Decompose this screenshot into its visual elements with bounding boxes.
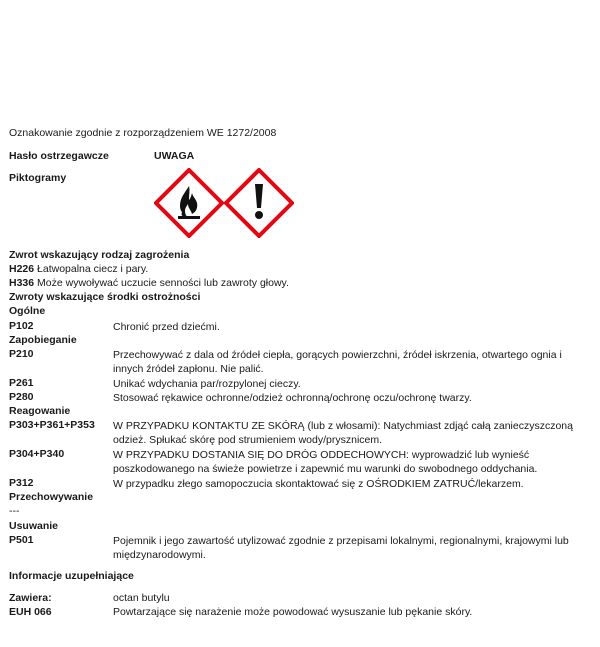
regulation-intro: Oznakowanie zgodnie z rozporządzeniem WE 1272/2008 [9,127,277,139]
exclamation-icon [224,168,294,238]
precaution-title: Zwroty wskazujące środki ostrożności [9,291,201,303]
contains-label: Zawiera: [9,592,52,604]
precaution-code: P280 [9,391,34,403]
storage-value: --- [9,505,20,517]
precaution-text: W PRZYPADKU KONTAKTU ZE SKÓRĄ (lub z włosami): Natychmiast zdjąć całą zanieczyszczoną odzież. Spłukać skórę pod strumieniem wody/prysznicem. [113,420,573,446]
euh-text: Powtarzające się narażenie może powodować wysuszanie lub pękanie skóry. [113,606,473,618]
hazard-title: Zwrot wskazujący rodzaj zagrożenia [9,249,190,261]
precaution-code: P303+P361+P353 [9,419,95,431]
precaution-code: P501 [9,534,34,546]
precaution-code: P304+P340 [9,448,65,460]
hazard-statement [9,263,148,275]
precaution-text: W PRZYPADKU DOSTANIA SIĘ DO DRÓG ODDECHOWYCH: wyprowadzić lub wynieść poszkodowanego na świeże powietrze i zapewnić mu warunki do swobodnego oddychania. [113,449,538,475]
storage-heading: Przechowywanie [9,491,94,503]
euh-code: EUH 066 [9,606,52,618]
precaution-text: Stosować rękawice ochronne/odzież ochronną/ochronę oczu/ochronę twarzy. [113,392,472,404]
precaution-text: Przechowywać z dala od źródeł ciepła, gorących powierzchni, źródeł iskrzenia, otwartego ognia i innych źródeł zapłonu. Nie palić. [113,349,562,375]
signal-word-label: Hasło ostrzegawcze [9,150,109,162]
contains-value: octan butylu [113,592,170,604]
precaution-text: Chronić przed dziećmi. [113,321,220,333]
pictograms-label: Piktogramy [9,172,67,184]
response-heading: Reagowanie [9,405,71,417]
hazard-code: H336 [9,277,35,289]
additional-info-title: Informacje uzupełniające [9,570,134,582]
hazard-code: H226 [9,263,35,275]
disposal-heading: Usuwanie [9,520,59,532]
precaution-text: Unikać wdychania par/rozpylonej cieczy. [113,378,301,390]
precaution-text: Pojemnik i jego zawartość utylizować zgodnie z przepisami lokalnymi, regionalnymi, krajowymi lub międzynarodowymi. [113,535,569,561]
flame-icon [154,168,224,238]
precaution-code: P102 [9,320,34,332]
signal-word-value: UWAGA [154,150,195,162]
precaution-code: P312 [9,477,34,489]
precaution-text: W przypadku złego samopoczucia skontaktować się z OŚRODKIEM ZATRUĆ/lekarzem. [113,478,524,490]
precaution-code: P261 [9,377,34,389]
prevention-heading: Zapobieganie [9,334,77,346]
hazard-text: Może wywoływać uczucie senności lub zawroty głowy. [37,277,289,289]
precaution-code: P210 [9,348,34,360]
general-heading: Ogólne [9,305,46,317]
hazard-statement [9,277,289,289]
hazard-text: Łatwopalna ciecz i pary. [37,263,149,275]
